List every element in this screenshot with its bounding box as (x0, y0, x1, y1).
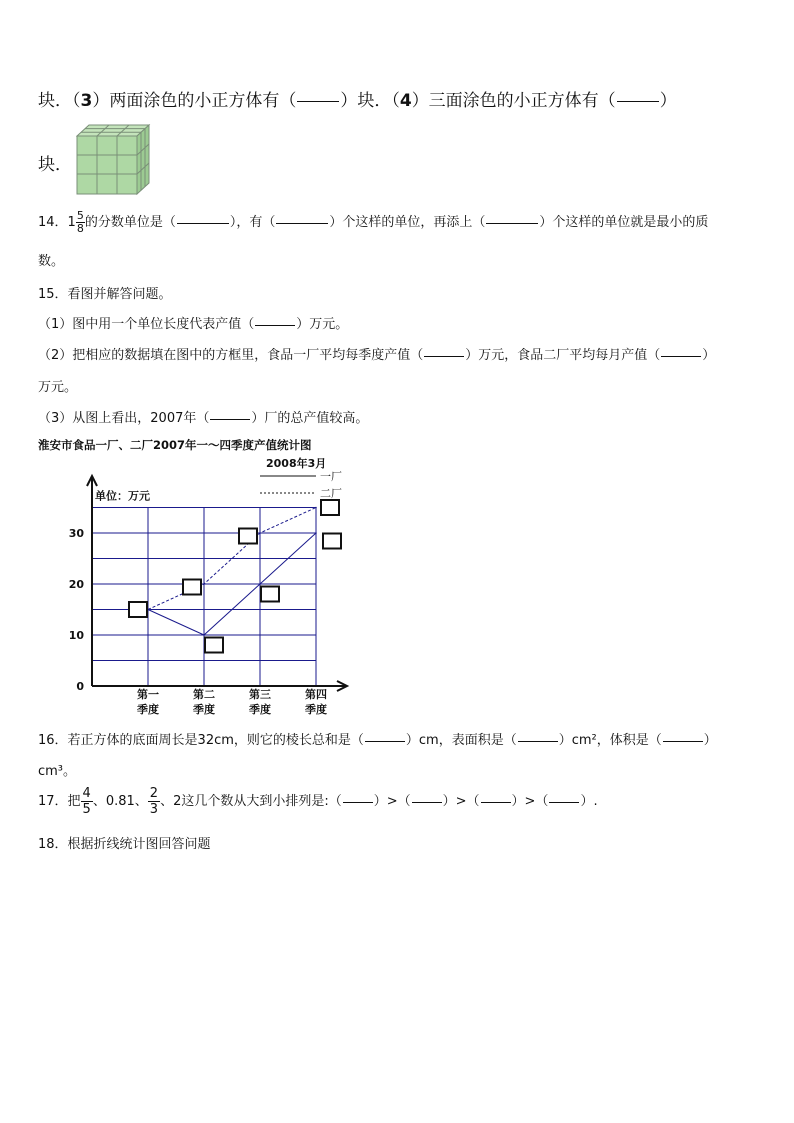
q17-text-g: ）. (580, 794, 598, 809)
q15-p1-text-b: ）万元。 (296, 317, 349, 332)
q16-text-b: ）cm，表面积是（ (405, 733, 517, 748)
x-tick-label: 第一 (137, 688, 159, 701)
q15-part2-line2: 万元。 (38, 380, 78, 395)
q14-frac-numerator: 5 (76, 209, 84, 222)
q14-line2: 数。 (38, 254, 65, 269)
q17-blank-4[interactable] (549, 801, 579, 803)
chart-legend (260, 470, 342, 500)
q15-part2 (38, 344, 715, 363)
q14-number: 14． (38, 215, 68, 230)
q15-part3 (38, 407, 368, 426)
q15-p2-blank-2[interactable] (661, 355, 701, 357)
q15-p3-text-a: （3）从图上看出，2007年（ (38, 411, 210, 426)
q16-blank-3[interactable] (663, 740, 703, 742)
series-point-1 (203, 634, 205, 636)
q15-p1-text-a: （1）图中用一个单位长度代表产值（ (38, 317, 255, 332)
answer-box (183, 580, 201, 595)
chart-date: 2008年3月 (266, 457, 327, 470)
series-point-1 (259, 583, 261, 585)
y-tick-label: 20 (68, 578, 84, 591)
q16-text-c: ）cm²，体积是（ (558, 733, 662, 748)
y-tick-label: 10 (68, 629, 84, 642)
y-unit-label: 单位：万元 (95, 489, 150, 503)
q15-p2-text-b: ）万元，食品二厂平均每月产值（ (465, 348, 661, 363)
series-point-2 (259, 532, 261, 534)
q14-blank-1[interactable] (177, 222, 229, 224)
answer-box (129, 602, 147, 617)
x-tick-label: 季度 (249, 703, 271, 716)
q15-p1-blank[interactable] (255, 324, 295, 326)
q14-fraction (76, 210, 85, 235)
q14-text-a: 的分数单位是（ (84, 215, 176, 230)
legend-label-2: 二厂 (320, 487, 342, 500)
q17-blank-3[interactable] (481, 801, 511, 803)
series-point-1 (315, 532, 317, 534)
y-tick-label: 0 (76, 680, 84, 693)
q13-text-f: ）三面涂色的小正方体有（ (411, 91, 616, 111)
legend-label-1: 一厂 (320, 470, 342, 483)
q13-part4-num: 4 (399, 91, 412, 111)
x-tick-label: 季度 (193, 703, 215, 716)
x-tick-label: 季度 (137, 703, 159, 716)
series-point-2 (315, 507, 317, 509)
q13-text-g: ） (659, 91, 677, 111)
q16-line1 (38, 729, 717, 748)
q16-line2: cm³。 (38, 764, 77, 779)
q17-fraction-1 (81, 786, 93, 817)
q13-text-c: ）两面涂色的小正方体有（ (92, 91, 297, 111)
q15-part1 (38, 313, 348, 332)
chart-grid (92, 508, 316, 687)
q17-blank-2[interactable] (412, 801, 442, 803)
q15-p3-text-b: ）厂的总产值较高。 (251, 411, 369, 426)
chart-answer-boxes (129, 500, 341, 653)
q17-f2-denominator: 3 (149, 802, 159, 817)
answer-box (239, 529, 257, 544)
q15-title: 15．看图并解答问题。 (38, 287, 172, 302)
q17-line (38, 786, 598, 817)
q17-fraction-2 (148, 786, 160, 817)
x-tick-label: 季度 (305, 703, 327, 716)
q14-blank-2[interactable] (276, 222, 328, 224)
q17-text-c: 、2这几个数从大到小排列是:（ (160, 794, 342, 809)
q13-blank-two-face[interactable] (297, 100, 339, 102)
q17-f2-numerator: 2 (149, 786, 159, 801)
chart-labels (69, 489, 327, 717)
q17-text-e: ）>（ (442, 794, 480, 809)
x-tick-label: 第四 (305, 688, 327, 701)
painted-cube-figure (76, 124, 154, 196)
answer-box (261, 587, 279, 602)
q14-line1 (38, 210, 708, 235)
q15-p3-blank[interactable] (210, 418, 250, 420)
q15-p2-blank-1[interactable] (424, 355, 464, 357)
q16-blank-2[interactable] (518, 740, 558, 742)
q14-text-d: ）个这样的单位就是最小的质 (539, 215, 709, 230)
q13-text-d: ）块．（ (340, 91, 400, 111)
chart-series (147, 507, 317, 636)
q16-text-d: ） (703, 733, 717, 748)
line-chart (60, 468, 360, 720)
chart-title: 淮安市食品一厂、二厂2007年一～四季度产值统计图 (38, 438, 312, 452)
q17-f1-denominator: 5 (82, 802, 91, 817)
q13-line1 (38, 86, 677, 111)
q18-title: 18．根据折线统计图回答问题 (38, 837, 211, 852)
q14-text-b: ），有（ (229, 215, 276, 230)
answer-box (321, 500, 339, 515)
q14-frac-denominator: 8 (76, 222, 84, 235)
x-tick-label: 第二 (193, 688, 215, 701)
q16-blank-1[interactable] (365, 740, 405, 742)
q14-blank-3[interactable] (486, 222, 538, 224)
q14-whole: 1 (67, 215, 76, 230)
q15-p2-text-a: （2）把相应的数据填在图中的方框里，食品一厂平均每季度产值（ (38, 348, 424, 363)
x-tick-label: 第三 (249, 688, 271, 701)
q17-f1-numerator: 4 (82, 786, 91, 801)
q15-p2-text-c: ） (702, 348, 716, 363)
q13-part3-num: 3 (80, 91, 93, 111)
q14-text-c: ）个这样的单位，再添上（ (329, 215, 486, 230)
y-tick-label: 30 (68, 527, 84, 540)
q17-text-a: 17．把 (38, 794, 81, 809)
q13-text-a: 块．（ (38, 91, 81, 111)
q17-blank-1[interactable] (343, 801, 373, 803)
q17-text-d: ）>（ (373, 794, 411, 809)
q16-text-a: 16．若正方体的底面周长是32cm，则它的棱长总和是（ (38, 733, 364, 748)
q17-text-f: ）>（ (511, 794, 549, 809)
q13-line2: 块． (38, 155, 72, 175)
q13-blank-three-face[interactable] (617, 100, 659, 102)
q17-text-b: 、0.81、 (92, 794, 148, 809)
answer-box (323, 534, 341, 549)
answer-box (205, 638, 223, 653)
series-point-2 (203, 583, 205, 585)
